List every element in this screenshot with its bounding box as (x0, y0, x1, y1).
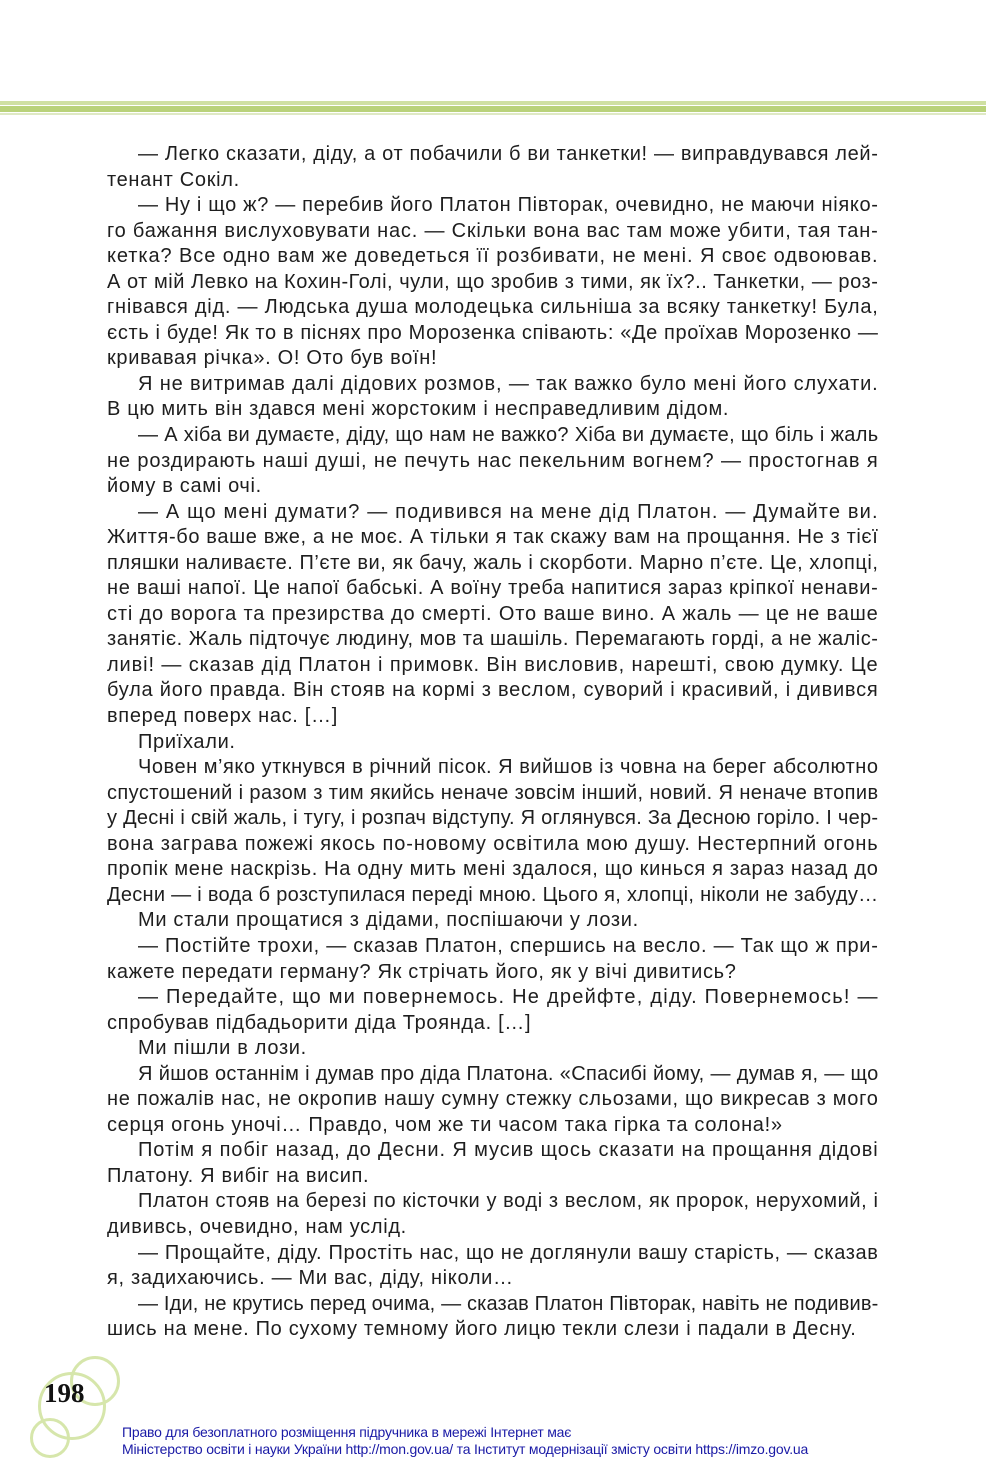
text-line: — Іди, не крутись перед очима, — сказав Платон Півторак, навіть не подивив- (138, 1292, 879, 1315)
text-line: — Постійте трохи, — сказав Платон, спершись на весло. — Так що ж при- (138, 934, 879, 957)
text-line: єсть і буде! Як то в піснях про Морозенка співають: «Де проїхав Морозенко — (107, 321, 879, 344)
text-line: Ми пішли в лози. (138, 1037, 307, 1060)
text-line: у Десні і свій жаль, і тугу, і розпач відступу. Я оглянувся. За Десною горіло. І чер- (107, 807, 879, 830)
header-band (0, 113, 986, 115)
text-line: не пожалів нас, не окропив нашу сумну стежку сльозами, що викресав з мого (107, 1088, 879, 1111)
text-line: не роздирають наші душі, не печуть нас пекельним вогнем? — простогнав я (107, 449, 879, 472)
text-line: спустошений і разом з тим якийсь неначе зовсім інший, новий. Я неначе втопив (107, 781, 879, 804)
text-line: сті до ворога та презирства до смерті. Ото ваше вино. А жаль — це не ваше (107, 602, 879, 625)
text-line: — Передайте, що ми повернемось. Не дрейфте, діду. Повернемось! — (138, 986, 879, 1009)
text-line: кривавая річка». О! Ото був воїн! (107, 347, 438, 370)
text-line: Платон стояв на березі по кісточки у воді з веслом, як пророк, нерухомий, і (138, 1190, 879, 1213)
text-line: — Ну і що ж? — перебив його Платон Півторак, очевидно, не маючи ніяко- (138, 194, 879, 217)
text-line: — Прощайте, діду. Простіть нас, що не доглянули вашу старість, — сказав (138, 1241, 879, 1264)
text-line: не ваші напої. Це напої бабські. А воїну треба напитися зараз кріпкої ненави- (107, 577, 879, 600)
text-line: Ми стали прощатися з дідами, поспішаючи у лози. (138, 909, 639, 932)
text-line: В цю мить він здався мені жорстоким і несправедливим дідом. (107, 398, 730, 421)
footer-line-1: Право для безоплатного розміщення підручника в мережі Інтернет має (122, 1424, 572, 1440)
text-line: го бажання вислуховувати нас. — Скільки вона вас там може убити, тая тан- (107, 219, 879, 242)
text-line: кажете передати герману? Як стрічать його, як у вічі дивитись? (107, 960, 737, 983)
text-line: Потім я побіг назад, до Десни. Я мусив щось сказати на прощання дідові (138, 1139, 879, 1162)
text-line: гнівався дід. — Людська душа молодецька сильніша за всяку танкетку! Була, (107, 296, 879, 319)
text-line: тенант Сокіл. (107, 168, 240, 191)
text-line: спробував підбадьорити діда Троянда. […] (107, 1011, 532, 1034)
text-line: — А що мені думати? — подивився на мене дід Платон. — Думайте ви. (138, 500, 879, 523)
decorative-swirl (30, 1418, 70, 1458)
text-line: А от мій Левко на Кохин-Голі, чули, що зробив з тими, як їх?.. Танкетки, — роз- (107, 270, 879, 293)
text-line: Я не витримав далі дідових розмов, — так важко було мені його слухати. (138, 372, 879, 395)
text-line: дививсь, очевидно, нам услід. (107, 1215, 407, 1238)
text-line: — Легко сказати, діду, а от побачили б ви танкетки! — виправдувався лей- (138, 143, 879, 165)
body-text (107, 142, 880, 1343)
license-footer (122, 1424, 808, 1458)
text-line: — А хіба ви думаєте, діду, що нам не важко? Хіба ви думаєте, що біль і жаль (138, 424, 879, 447)
text-line: пропік мене наскрізь. На одну мить мені здалося, що кинься я зараз назад до (107, 858, 879, 881)
text-line: Життя-бо ваше вже, а не моє. А тільки я так скажу вам на прощання. Не з тієї (107, 526, 879, 549)
text-line: шись на мене. По сухому темному його лицю текли слези і падали в Десну. (107, 1318, 857, 1341)
text-line: кетка? Все одно вам же доведеться її розбивати, не мені. Я своє одвоював. (107, 245, 879, 268)
text-line: я, задихаючись. — Ми вас, діду, ніколи… (107, 1267, 514, 1290)
text-line: Платону. Я вибіг на висип. (107, 1164, 370, 1187)
header-band (0, 106, 986, 112)
text-line: занятіє. Жаль підточує людину, мов та шашіль. Перемагають горді, а не жаліс- (107, 628, 879, 651)
text-line: Приїхали. (138, 730, 236, 753)
text-line: Десни — і вода б розступилася переді мною. Цього я, хлопці, ніколи не забуду… (107, 883, 879, 906)
text-line: Човен м’яко уткнувся в річний пісок. Я вийшов із човна на берег абсолютно (138, 756, 879, 779)
text-line: Я йшов останнім і думав про діда Платона. «Спасибі йому, — думав я, — що (138, 1062, 879, 1085)
text-line: була його правда. Він стояв на кормі з веслом, суворий і красивий, і дивився (107, 679, 879, 702)
footer-line-2: Міністерство освіти і науки України http://mon.gov.ua/ та Інститут модернізації змісту освіти https://imzo.gov.ua (122, 1441, 809, 1457)
text-line: ливі! — сказав дід Платон і примовк. Він висловив, нарешті, свою думку. Це (107, 653, 879, 676)
text-line: йому в самі очі. (107, 475, 262, 498)
text-line: вона заграва пожежі якось по-новому освітила мою душу. Нестерпний огонь (107, 832, 879, 855)
header-band (0, 101, 986, 105)
text-line: вперед поверх нас. […] (107, 705, 338, 728)
text-line: серця огонь уночі… Правдо, чом же ти часом така гірка та солона!» (107, 1113, 783, 1136)
text-line: пляшки наливаєте. П’єте ви, як бачу, жаль і скорботи. Марно п’єте. Це, хлопці, (107, 551, 879, 574)
page-number: 198 (44, 1378, 85, 1408)
